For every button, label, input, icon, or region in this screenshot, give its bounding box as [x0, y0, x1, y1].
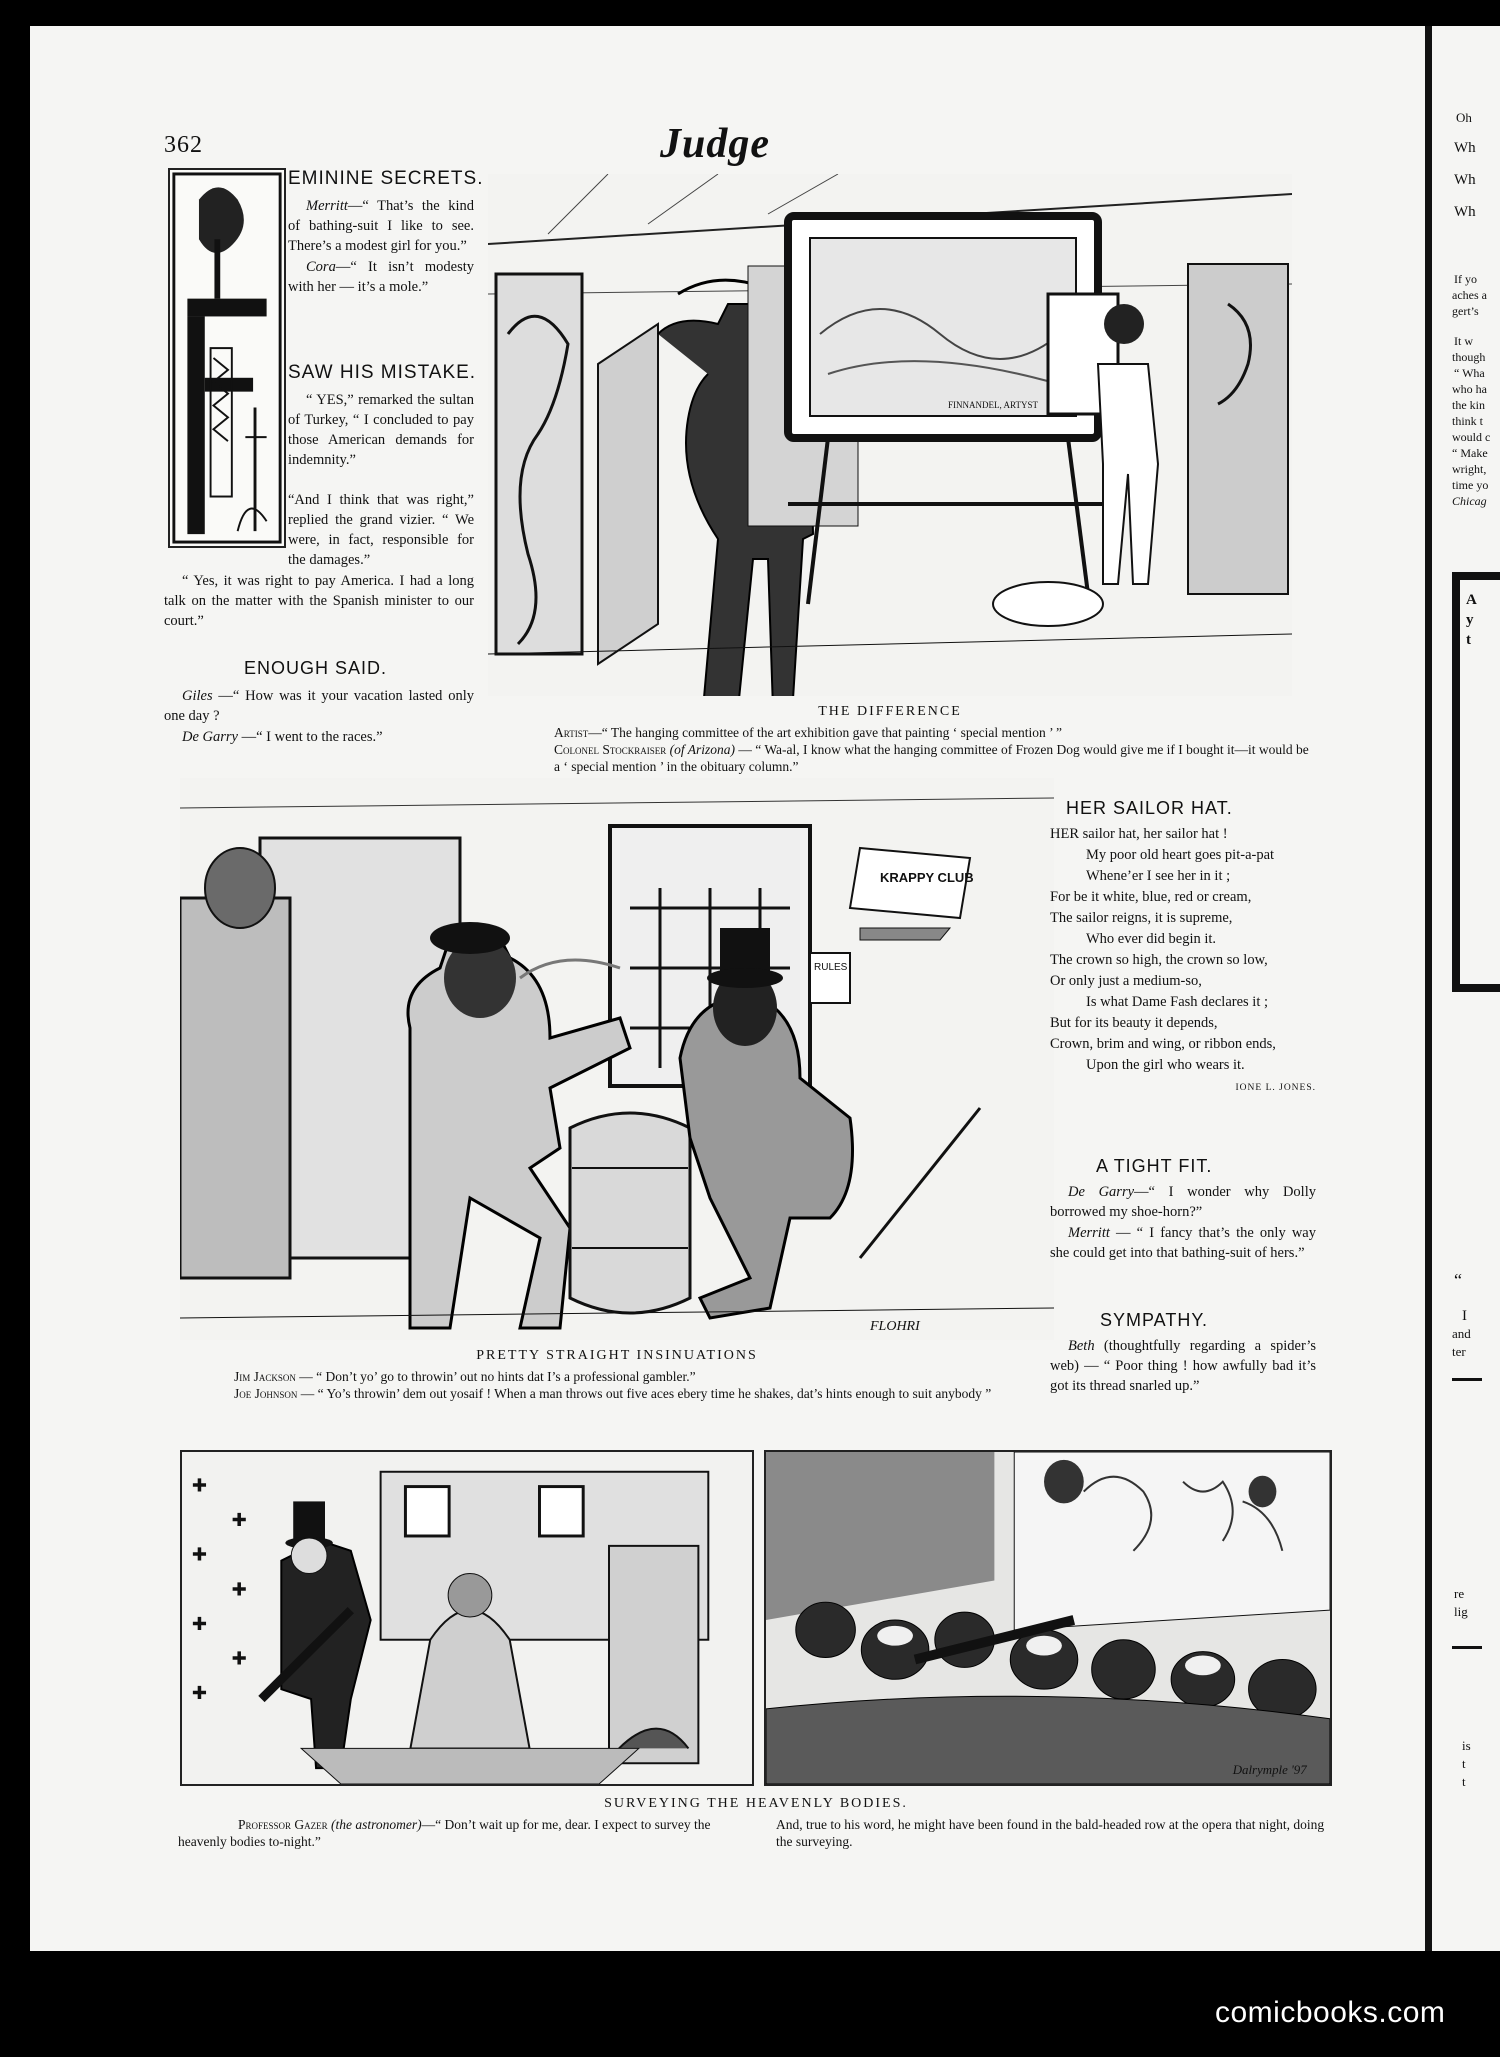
- a-tight-fit-body: [1050, 1182, 1316, 1264]
- adjacent-fragment: “ Wha: [1454, 366, 1485, 380]
- saw-his-mistake-continued: [164, 490, 474, 632]
- speaker-colonel-stockraiser: Colonel Stockraiser: [554, 742, 667, 757]
- adjacent-rule: [1452, 1646, 1482, 1649]
- poem-line-8: Or only just a medium-so,: [1050, 973, 1202, 989]
- saw-his-mistake-p2: “And I think that was right,” replied the grand vizier. “ We were, in fact, responsible for the damages.”: [288, 492, 474, 568]
- heavenly-bodies-caption-left: [178, 1816, 752, 1850]
- the-difference-caption-title: THE DIFFERENCE: [818, 704, 962, 719]
- adjacent-fragment: aches a: [1452, 288, 1487, 302]
- adjacent-fragment: gert’s: [1452, 304, 1479, 318]
- feminine-secrets-body: [288, 196, 474, 298]
- insinuations-line1: — “ Don’t yo’ go to throwin’ out no hints dat I’s a professional gambler.”: [295, 1369, 696, 1384]
- enough-said-p2: —“ I went to the races.”: [237, 729, 383, 745]
- adjacent-fragment: lig: [1454, 1604, 1468, 1619]
- sympathy-body: [1050, 1336, 1316, 1397]
- adjacent-ad-border-bottom: [1452, 984, 1500, 992]
- heavenly-bodies-artist-signature: Dalrymple '97: [1232, 1763, 1307, 1778]
- poem-line-9: Is what Dame Fash declares it ;: [1086, 994, 1269, 1010]
- insinuations-line2: — “ Yo’s throwin’ dem out yosaif ! When a man throws out five aces ebery time he shakes, dat’s hints enough to suit anybody ”: [297, 1386, 992, 1401]
- enough-said-p1: —“ How was it your vacation lasted only one day ?: [164, 688, 474, 724]
- adjacent-fragment: who ha: [1452, 382, 1487, 396]
- speaker-artist: Artist: [554, 725, 589, 740]
- adjacent-fragment: Wh: [1454, 140, 1476, 156]
- adjacent-fragment: is: [1462, 1738, 1471, 1753]
- masthead-title: Judge: [660, 121, 770, 167]
- insinuations-caption-title: PRETTY STRAIGHT INSINUATIONS: [476, 1348, 758, 1363]
- speaker-joe-johnson: Joe Johnson: [234, 1386, 298, 1401]
- speaker-beth: Beth: [1068, 1338, 1095, 1354]
- speaker-merritt: Merritt: [306, 198, 348, 214]
- adjacent-fragment: t: [1462, 1774, 1466, 1789]
- poem-line-12: Upon the girl who wears it.: [1086, 1057, 1245, 1073]
- speaker-jim-jackson: Jim Jackson: [234, 1369, 296, 1384]
- adjacent-fragment: It w: [1454, 334, 1473, 348]
- poem-line-11: Crown, brim and wing, or ribbon ends,: [1050, 1036, 1276, 1052]
- adjacent-fragment: t: [1462, 1756, 1466, 1771]
- speaker-de-garry-2: De Garry: [1068, 1184, 1135, 1200]
- speaker-note-astronomer: (the astronomer): [331, 1817, 422, 1832]
- svg-text:✚: ✚: [231, 1648, 247, 1669]
- poem-line-1: HER sailor hat, her sailor hat !: [1050, 826, 1228, 842]
- svg-text:✚: ✚: [231, 1579, 247, 1600]
- poem-line-3: Whene’er I see her in it ;: [1086, 868, 1231, 884]
- heavenly-bodies-left-panel: [180, 1450, 754, 1786]
- adjacent-fragment: If yo: [1454, 272, 1477, 286]
- poem-line-4: For be it white, blue, red or cream,: [1050, 889, 1252, 905]
- painting-signature: FINNANDEL, ARTYST: [948, 400, 1038, 410]
- adjacent-fragment: I: [1462, 1308, 1467, 1324]
- sympathy-text: (thoughtfully regarding a spider’s web) — “ Poor thing ! how awfully bad it’s got its thread snarled up.”: [1050, 1338, 1316, 1394]
- speaker-professor-gazer: Professor Gazer: [238, 1817, 328, 1832]
- sympathy-title: SYMPATHY.: [1100, 1310, 1209, 1330]
- poem-line-10: But for its beauty it depends,: [1050, 1015, 1218, 1031]
- saw-his-mistake-title: SAW HIS MISTAKE.: [288, 362, 477, 383]
- adjacent-fragment: time yo: [1452, 478, 1489, 492]
- page-gutter: [1425, 26, 1432, 1951]
- adjacent-fragment: “: [1454, 1270, 1462, 1290]
- the-difference-illustration: [488, 174, 1292, 696]
- poem-line-6: Who ever did begin it.: [1086, 931, 1217, 947]
- feminine-secrets-p1: —“ That’s the kind of bathing-suit I like to see. There’s a modest girl for you.”: [288, 198, 474, 254]
- adjacent-fragment: would c: [1452, 430, 1491, 444]
- saw-his-mistake-p1: “ YES,” remarked the sultan of Turkey, “ I concluded to pay those American demands for indemnity.”: [288, 392, 474, 468]
- heavenly-bodies-right-panel: [764, 1450, 1332, 1786]
- heavenly-bodies-caption-right: [776, 1816, 1332, 1850]
- heavenly-bodies-left-text: —“ Don’t wait up for me, dear. I expect to survey the heavenly bodies to-night.”: [178, 1817, 711, 1849]
- adjacent-fragment: Chicag: [1452, 494, 1487, 508]
- speaker-giles: Giles: [182, 688, 213, 704]
- speaker-merritt-2: Merritt: [1068, 1225, 1110, 1241]
- feminine-secrets-p2: —“ It isn’t modesty with her — it’s a mole.”: [288, 259, 474, 295]
- speaker-de-garry: De Garry: [182, 729, 238, 745]
- poem-line-5: The sailor reigns, it is supreme,: [1050, 910, 1233, 926]
- saw-his-mistake-body: [288, 390, 474, 471]
- a-tight-fit-p1: —“ I wonder why Dolly borrowed my shoe-horn?”: [1050, 1184, 1316, 1220]
- svg-text:✚: ✚: [191, 1683, 207, 1704]
- adjacent-fragment: y: [1466, 612, 1474, 628]
- a-tight-fit-title: A TIGHT FIT.: [1096, 1156, 1213, 1176]
- insinuations-caption: [194, 1368, 1054, 1402]
- adjacent-ad-border-left: [1452, 572, 1460, 992]
- heavenly-bodies-right-text: And, true to his word, he might have been found in the bald-headed row at the opera that night, doing the surveying.: [776, 1817, 1325, 1849]
- svg-text:✚: ✚: [191, 1544, 207, 1565]
- adjacent-fragment: t: [1466, 632, 1471, 648]
- heavenly-bodies-caption-title: SURVEYING THE HEAVENLY BODIES.: [604, 1796, 908, 1811]
- speaker-note-arizona: (of Arizona): [669, 742, 735, 757]
- adjacent-fragment: re: [1454, 1586, 1465, 1601]
- svg-text:✚: ✚: [191, 1613, 207, 1634]
- adjacent-fragment: and: [1452, 1326, 1471, 1341]
- adjacent-page-edge: [1432, 26, 1500, 1951]
- insinuations-artist-signature: FLOHRI: [870, 1319, 920, 1334]
- saw-his-mistake-p3: “ Yes, it was right to pay America. I had a long talk on the matter with the Spanish minister to our court.”: [164, 573, 474, 629]
- her-sailor-hat-poem: [1050, 824, 1316, 1099]
- rules-sign-text: RULES: [814, 962, 848, 973]
- adjacent-fragment: ter: [1452, 1344, 1466, 1359]
- the-difference-line1: —“ The hanging committee of the art exhibition gave that painting ‘ special mention ’ ”: [588, 725, 1062, 740]
- poem-line-7: The crown so high, the crown so low,: [1050, 952, 1268, 968]
- adjacent-fragment: “ Make: [1452, 446, 1488, 460]
- svg-text:✚: ✚: [191, 1475, 207, 1496]
- adjacent-fragment: A: [1466, 592, 1477, 608]
- svg-text:✚: ✚: [231, 1510, 247, 1531]
- her-sailor-hat-title: HER SAILOR HAT.: [1066, 798, 1233, 818]
- adjacent-fragment: the kin: [1452, 398, 1485, 412]
- a-tight-fit-p2: — “ I fancy that’s the only way she could get into that bathing-suit of hers.”: [1050, 1225, 1316, 1261]
- adjacent-rule: [1452, 1378, 1482, 1381]
- adjacent-fragment: wright,: [1452, 462, 1487, 476]
- feminine-secrets-title: EMININE SECRETS.: [288, 168, 484, 189]
- enough-said-title: ENOUGH SAID.: [244, 658, 388, 678]
- poem-line-2: My poor old heart goes pit-a-pat: [1086, 847, 1275, 863]
- adjacent-fragment: Wh: [1454, 172, 1476, 188]
- insinuations-illustration: [180, 778, 1054, 1340]
- adjacent-fragment: Wh: [1454, 204, 1476, 220]
- the-difference-caption: [164, 724, 1314, 775]
- speaker-cora: Cora: [306, 259, 336, 275]
- adjacent-fragment: Oh: [1456, 110, 1472, 125]
- the-difference-line2: — “ Wa-al, I know what the hanging committee of Frozen Dog would give me if I bought it—it would be a ‘ special mention ’ in the obituary column.”: [554, 742, 1309, 774]
- site-watermark: comicbooks.com: [1215, 1996, 1446, 2029]
- adjacent-fragment: think t: [1452, 414, 1484, 428]
- magazine-page: [30, 26, 1425, 1951]
- poem-author-credit: IONE L. JONES.: [1235, 1083, 1316, 1093]
- adjacent-fragment: though: [1452, 350, 1486, 364]
- page-number: 362: [164, 132, 203, 158]
- club-sign-text: KRAPPY CLUB: [880, 870, 974, 885]
